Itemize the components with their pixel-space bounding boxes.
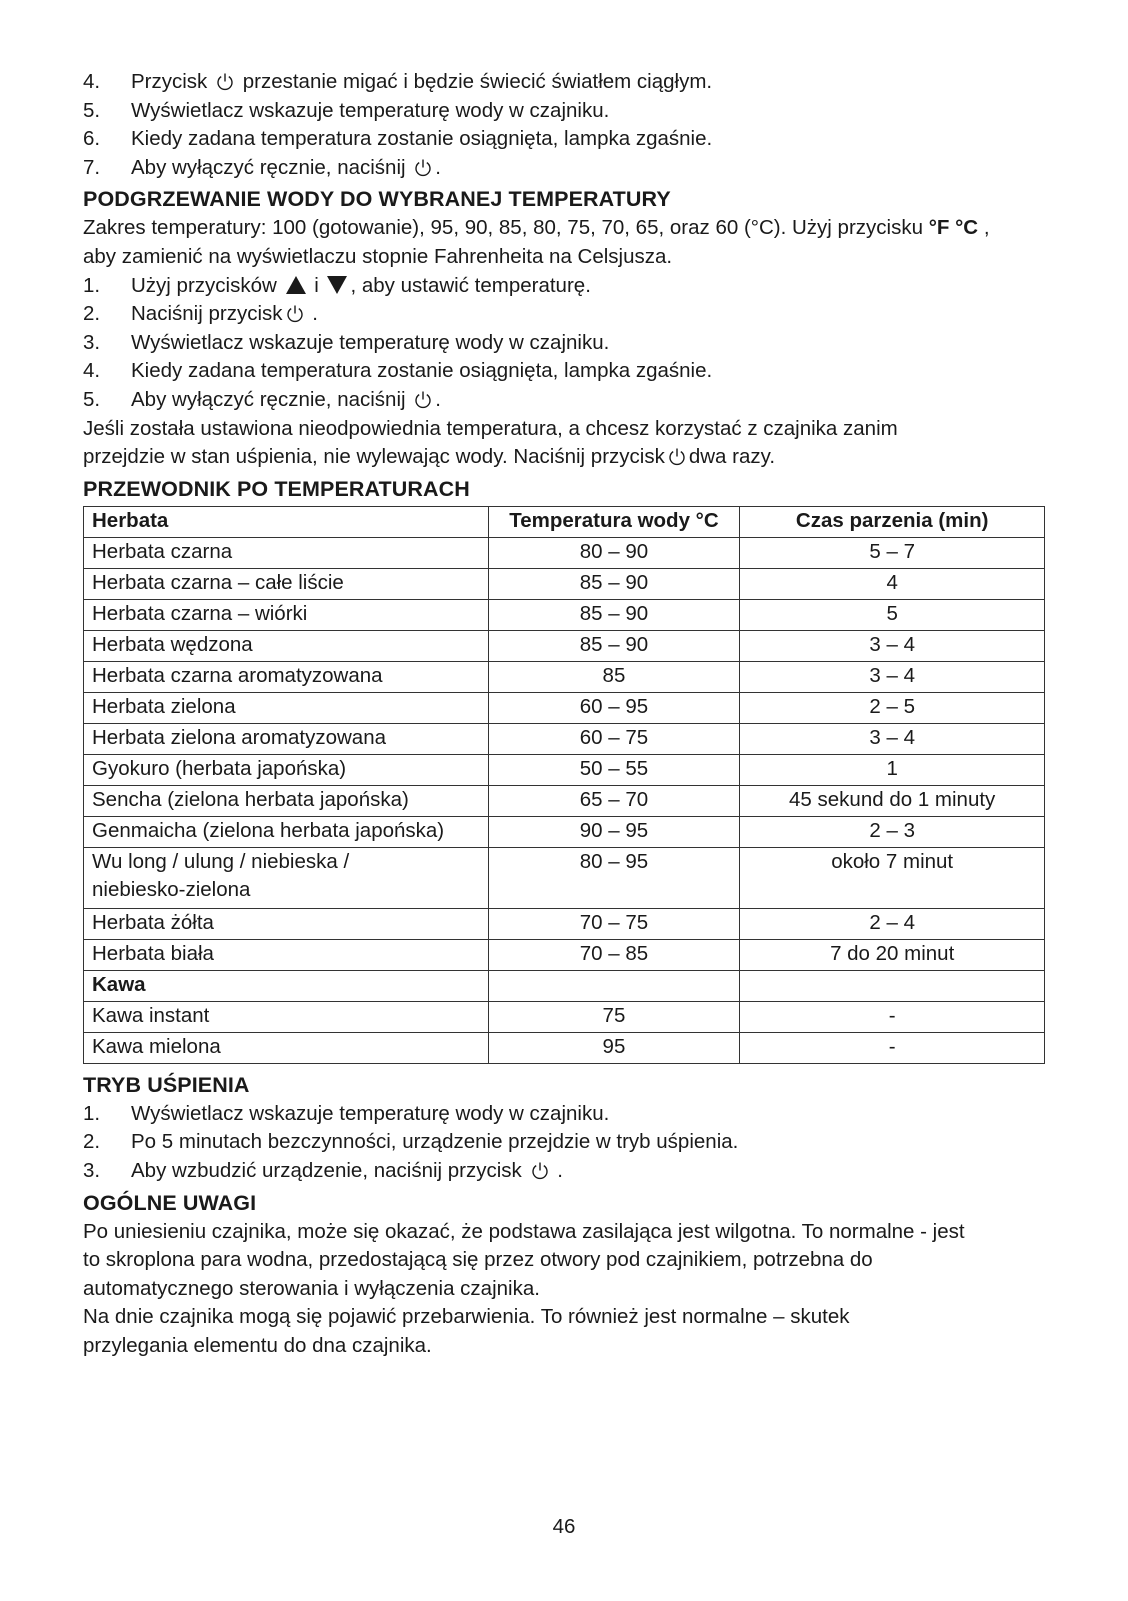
column-header: Temperatura wody °C — [488, 506, 740, 537]
table-row: Herbata zielona aromatyzowana 60 – 75 3 – 4 — [84, 723, 1045, 754]
table-row: Kawa mielona 95 - — [84, 1032, 1045, 1063]
power-icon — [285, 304, 305, 324]
page-number: 46 — [552, 1515, 576, 1538]
table-subheader-row: Kawa — [84, 970, 1045, 1001]
section-heading: TRYB UŚPIENIA — [83, 1072, 250, 1097]
list-item: 6. Kiedy zadana temperatura zostanie osiągnięta, lampka zgaśnie. — [83, 127, 713, 151]
table-header-row — [84, 506, 1045, 537]
up-arrow-icon — [285, 275, 307, 295]
table-row: Herbata żółta 70 – 75 2 – 4 — [84, 908, 1045, 939]
manual-page — [83, 68, 1043, 1360]
note-text: przejdzie w stan uśpienia, nie wylewając wody. Naciśnij przycisk dwa razy. — [83, 445, 776, 469]
table-row: Sencha (zielona herbata japońska) 65 – 70 45 sekund do 1 minuty — [84, 785, 1045, 816]
intro-text: Zakres temperatury: 100 (gotowanie), 95, 90, 85, 80, 75, 70, 65, oraz 60 (°C). Użyj przycisku °F °C , — [83, 216, 990, 240]
list-item: 3. Aby wzbudzić urządzenie, naciśnij przycisk . — [83, 1158, 563, 1182]
table-row: Kawa instant 75 - — [84, 1001, 1045, 1032]
section-heading: PODGRZEWANIE WODY DO WYBRANEJ TEMPERATURY — [83, 187, 671, 212]
column-header: Herbata — [84, 506, 489, 537]
column-header: Czas parzenia (min) — [740, 506, 1045, 537]
paragraph-line: to skroplona para wodna, przedostającą się przez otwory pod czajnikiem, potrzebna do — [83, 1248, 873, 1272]
table-row: Herbata wędzona 85 – 90 3 – 4 — [84, 630, 1045, 661]
list-item: 2. Naciśnij przycisk . — [83, 302, 318, 326]
table-row: Gyokuro (herbata japońska) 50 – 55 1 — [84, 754, 1045, 785]
list-item: 3. Wyświetlacz wskazuje temperaturę wody w czajniku. — [83, 330, 610, 354]
list-item: 7. Aby wyłączyć ręcznie, naciśnij . — [83, 155, 441, 179]
note-text: Jeśli została ustawiona nieodpowiednia temperatura, a chcesz korzystać z czajnika zanim — [83, 416, 898, 440]
table-row: Herbata zielona 60 – 95 2 – 5 — [84, 692, 1045, 723]
list-item: 4. Przycisk przestanie migać i będzie świecić światłem ciągłym. — [83, 70, 713, 93]
power-icon — [667, 447, 687, 467]
temperature-guide-table — [83, 506, 1045, 1064]
table-row: Herbata czarna – całe liście 85 – 90 4 — [84, 568, 1045, 599]
list-item: 1. Wyświetlacz wskazuje temperaturę wody w czajniku. — [83, 1101, 610, 1125]
paragraph-line: przylegania elementu do dna czajnika. — [83, 1333, 432, 1357]
fahrenheit-celsius-button-symbol: °F °C — [928, 216, 979, 240]
list-item: 4. Kiedy zadana temperatura zostanie osiągnięta, lampka zgaśnie. — [83, 359, 713, 383]
intro-text: aby zamienić na wyświetlaczu stopnie Fahrenheita na Celsjusza. — [83, 244, 673, 268]
section-heading: OGÓLNE UWAGI — [83, 1190, 257, 1215]
paragraph-line: Po uniesieniu czajnika, może się okazać, że podstawa zasilająca jest wilgotna. To normalne - jest — [83, 1219, 965, 1243]
power-icon — [413, 390, 433, 410]
paragraph-line: automatycznego sterowania i wyłączenia czajnika. — [83, 1276, 540, 1300]
table-row: Herbata biała 70 – 85 7 do 20 minut — [84, 939, 1045, 970]
power-icon — [215, 72, 235, 92]
power-icon — [530, 1161, 550, 1181]
table-row: Genmaicha (zielona herbata japońska) 90 – 95 2 – 3 — [84, 816, 1045, 847]
list-item: 5. Wyświetlacz wskazuje temperaturę wody w czajniku. — [83, 98, 610, 122]
list-item: 1. Użyj przycisków i , aby ustawić temperaturę. — [83, 273, 591, 297]
table-row: Herbata czarna – wiórki 85 – 90 5 — [84, 599, 1045, 630]
table-row: Herbata czarna aromatyzowana 85 3 – 4 — [84, 661, 1045, 692]
list-item: 5. Aby wyłączyć ręcznie, naciśnij . — [83, 387, 441, 411]
paragraph-line: Na dnie czajnika mogą się pojawić przebarwienia. To również jest normalne – skutek — [83, 1305, 850, 1329]
list-item: 2. Po 5 minutach bezczynności, urządzenie przejdzie w tryb uśpienia. — [83, 1130, 739, 1154]
table-row: Wu long / ulung / niebieska / niebiesko-zielona 80 – 95 około 7 minut — [84, 847, 1045, 908]
down-arrow-icon — [326, 275, 348, 295]
table-row: Herbata czarna 80 – 90 5 – 7 — [84, 537, 1045, 568]
power-icon — [413, 158, 433, 178]
section-heading: PRZEWODNIK PO TEMPERATURACH — [83, 476, 470, 501]
